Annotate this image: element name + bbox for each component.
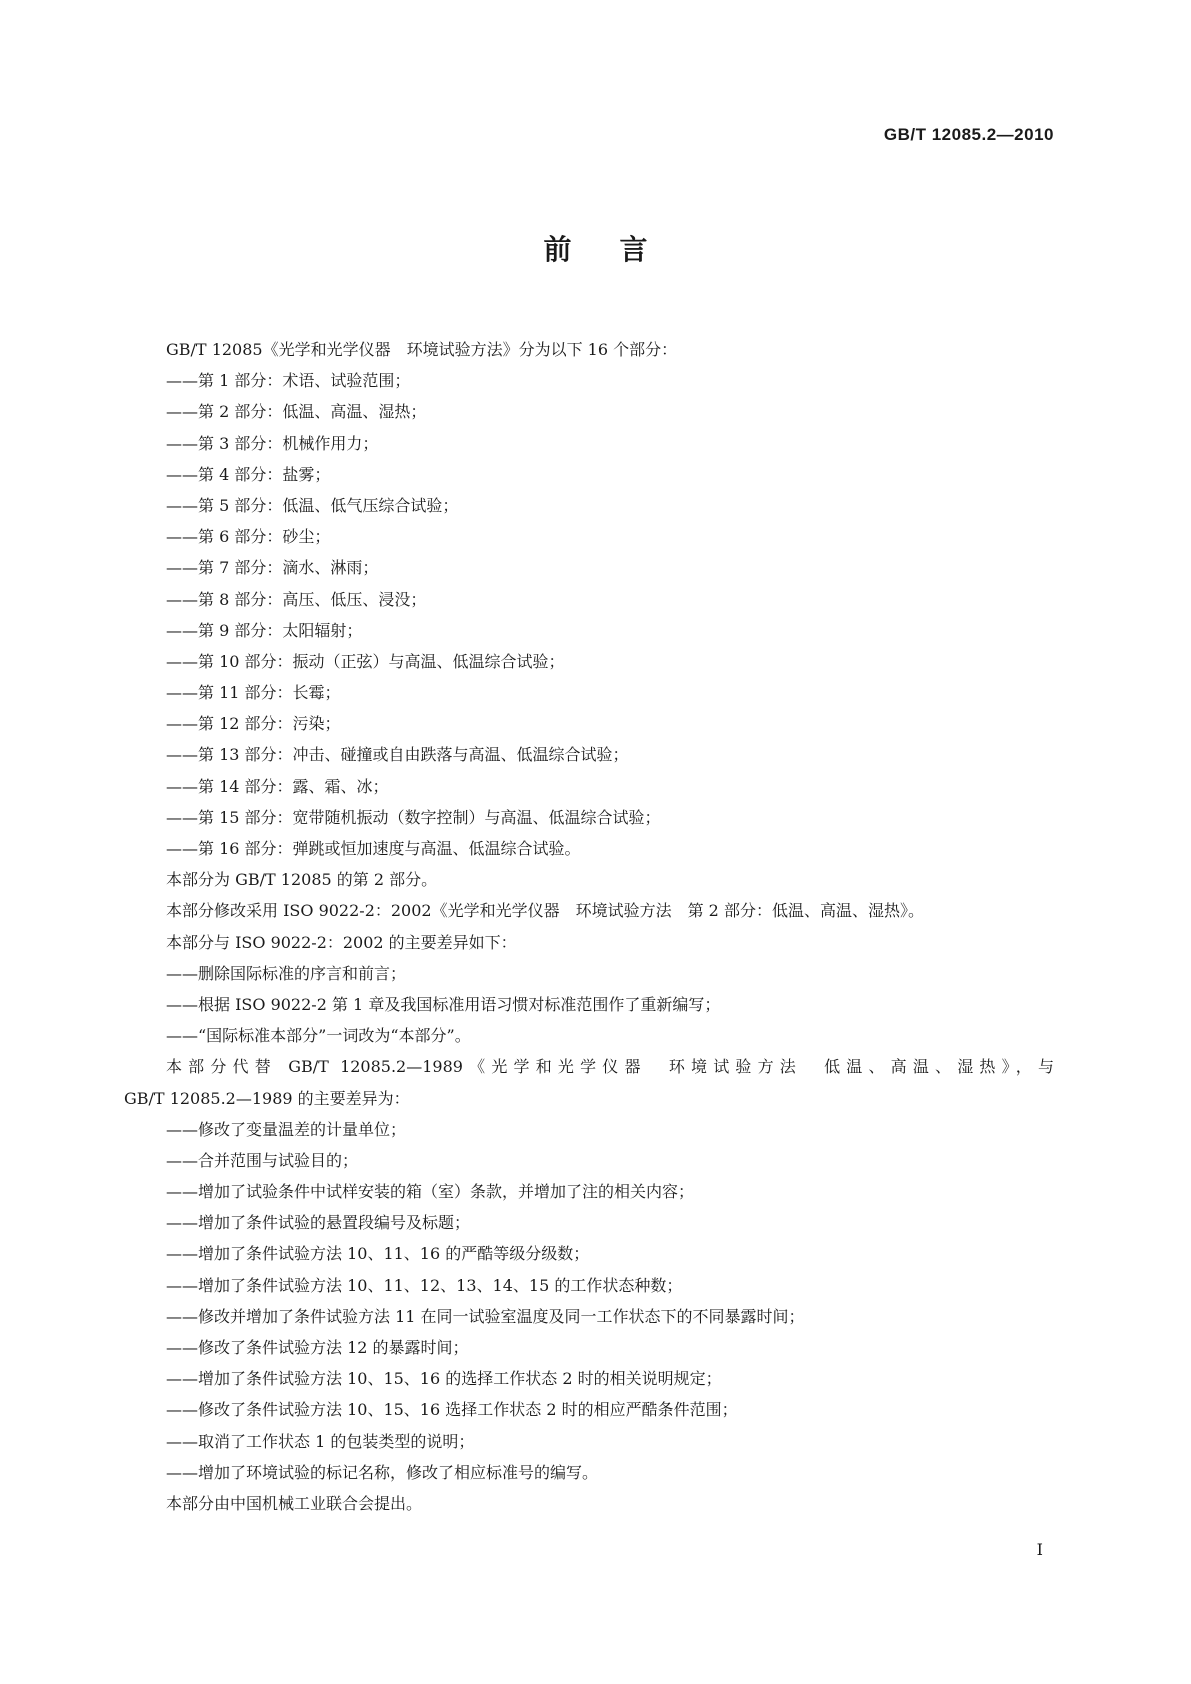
list-item: ——增加了条件试验方法 10、15、16 的选择工作状态 2 时的相关说明规定； xyxy=(166,1369,722,1389)
list-item: ——第 15 部分：宽带随机振动（数字控制）与高温、低温综合试验； xyxy=(166,807,661,827)
standard-number: GB/T 12085.2—2010 xyxy=(883,125,1054,144)
page-number: I xyxy=(1036,1540,1043,1559)
list-item: ——增加了条件试验方法 10、11、12、13、14、15 的工作状态种数； xyxy=(166,1275,683,1295)
list-item: ——删除国际标准的序言和前言； xyxy=(166,963,407,983)
list-item: ——“国际标准本部分”一词改为“本部分”。 xyxy=(166,1026,471,1046)
list-item: ——第 6 部分：砂尘； xyxy=(166,527,331,547)
list-item: ——增加了条件试验方法 10、11、16 的严酷等级分级数； xyxy=(166,1244,590,1264)
list-item: ——第 4 部分：盐雾； xyxy=(166,464,331,484)
list-item: ——修改了条件试验方法 12 的暴露时间； xyxy=(166,1338,469,1357)
paragraph-continuation: GB/T 12085.2—1989 的主要差异为： xyxy=(124,1088,410,1108)
foreword-body xyxy=(124,334,1054,1519)
list-item: ——第 3 部分：机械作用力； xyxy=(166,433,379,453)
list-item: ——第 16 部分：弹跳或恒加速度与高温、低温综合试验。 xyxy=(166,839,581,858)
list-item: ——增加了环境试验的标记名称，修改了相应标准号的编写。 xyxy=(166,1462,599,1482)
list-item: ——第 7 部分：滴水、淋雨； xyxy=(166,558,379,578)
list-item: ——第 10 部分：振动（正弦）与高温、低温综合试验； xyxy=(166,651,565,671)
list-item: ——第 13 部分：冲击、碰撞或自由跌落与高温、低温综合试验； xyxy=(166,745,629,765)
list-item: ——修改了条件试验方法 10、15、16 选择工作状态 2 时的相应严酷条件范围； xyxy=(166,1400,738,1420)
list-item: ——合并范围与试验目的； xyxy=(166,1150,359,1170)
list-item: ——根据 ISO 9022-2 第 1 章及我国标准用语习惯对标准范围作了重新编写； xyxy=(166,994,721,1014)
list-item: ——第 1 部分：术语、试验范围； xyxy=(166,371,411,391)
list-item: ——修改了变量温差的计量单位； xyxy=(166,1119,407,1139)
list-item: ——第 12 部分：污染； xyxy=(166,714,341,734)
page-title: 前言 xyxy=(543,233,696,266)
list-item: ——第 11 部分：长霉； xyxy=(166,683,341,703)
list-item: ——取消了工作状态 1 的包装类型的说明； xyxy=(166,1431,475,1451)
paragraph-line: GB/T 12085《光学和光学仪器 环境试验方法》分为以下 16 个部分： xyxy=(166,340,678,359)
list-item: ——第 8 部分：高压、低压、浸没； xyxy=(166,589,427,609)
paragraph-line: 本部分代替 GB/T 12085.2—1989《光学和光学仪器 环境试验方法 低温、高温、湿热》，与 xyxy=(166,1057,1054,1077)
list-item: ——增加了试验条件中试样安装的箱（室）条款，并增加了注的相关内容； xyxy=(166,1182,695,1202)
paragraph-line: 本部分为 GB/T 12085 的第 2 部分。 xyxy=(166,870,438,890)
list-item: ——第 9 部分：太阳辐射； xyxy=(166,620,363,640)
paragraph-line: 本部分与 ISO 9022-2：2002 的主要差异如下： xyxy=(166,932,517,952)
list-item: ——第 2 部分：低温、高温、湿热； xyxy=(166,402,427,422)
list-item: ——修改并增加了条件试验方法 11 在同一试验室温度及同一工作状态下的不同暴露时间； xyxy=(166,1306,805,1326)
paragraph-line: 本部分由中国机械工业联合会提出。 xyxy=(166,1493,423,1513)
list-item: ——增加了条件试验的悬置段编号及标题； xyxy=(166,1213,471,1233)
list-item: ——第 14 部分：露、霜、冰； xyxy=(166,776,389,796)
paragraph-line: 本部分修改采用 ISO 9022-2：2002《光学和光学仪器 环境试验方法 第 2 部分：低温、高温、湿热》。 xyxy=(166,901,924,921)
list-item: ——第 5 部分：低温、低气压综合试验； xyxy=(166,495,459,515)
